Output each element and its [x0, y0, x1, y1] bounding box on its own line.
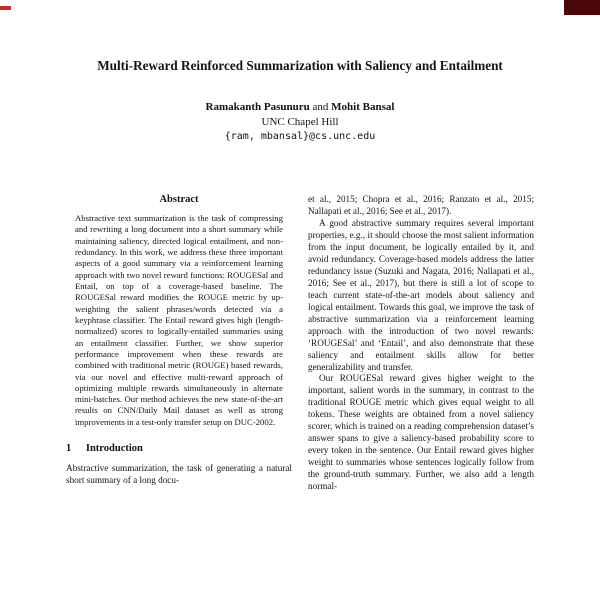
author-1: Ramakanth Pasunuru — [205, 101, 310, 114]
section-1-heading — [66, 443, 292, 454]
paragraph-continuation: et al., 2015; Chopra et al., 2016; Ranzato et al., 2015; Nallapati et al., 2016; See et al., 2017). — [308, 194, 534, 217]
paper-title: Multi-Reward Reinforced Summarization with Saliency and Entailment — [97, 58, 503, 73]
intro-paragraph: Abstractive summarization, the task of generating a natural short summary of a long docu- — [66, 463, 292, 486]
arxiv-banner-fragment-left — [0, 6, 11, 10]
section-number: 1 — [66, 443, 72, 455]
paragraph: A good abstractive summary requires several important properties, e.g., it should choose the most salient information from the input document, be logically entailed by it, and avoid redundancy. Coverage-based models address the latter redundancy issue (Suzuki and Nagata, 2016; Nallapati et al., 2016; See et al., 2017), but there is still a lot of scope to teach current state-of-the-art models about saliency and logical entailment. Towards this goal, we improve the task of abstractive summarization via a reinforcement learning approach with the introduction of two novel rewards: ‘ROUGESal’ and ‘Entail’, and also demonstrate that these saliency and entailment skills allow for better generalizability and transfer. — [308, 218, 534, 372]
paragraph: Our ROUGESal reward gives higher weight to the important, salient words in the summary, in contrast to the traditional ROUGE metric which gives equal weight to all tokens. These weights are obtained from a novel saliency scorer, which is trained on a reading comprehension dataset’s answer spans to give a saliency-based probability score to every token in the sentence. Our Entail reward gives higher weight to summaries whose sentences logically follow from the ground-truth summary. Further, we also add a length normal- — [308, 373, 534, 492]
email-line: {ram, mbansal}@cs.unc.edu — [224, 131, 376, 143]
arxiv-banner-fragment-right — [564, 0, 600, 15]
left-column — [66, 194, 292, 493]
abstract-heading: Abstract — [159, 194, 199, 206]
section-title: Introduction — [85, 443, 143, 455]
affiliation: UNC Chapel Hill — [261, 116, 339, 129]
and-text: and — [312, 101, 329, 114]
right-column — [308, 194, 534, 493]
two-column-body — [0, 194, 600, 493]
abstract-text: Abstractive text summarization is the task of compressing and rewriting a long document into a short summary while maintaining saliency, directed logical entailment, and non-redundancy. In this work, we address these three important aspects of a good summary via a reinforcement learning approach with two novel reward functions: ROUGESal and Entail, on top of a coverage-based baseline. The ROUGESal reward modifies the ROUGE metric by up-weighting the salient phrases/words detected via a keyphrase classifier. The Entail reward gives high (length-normalized) scores to logically-entailed summaries using an entailment classifier. Further, we show superior performance improvement when these rewards are combined with traditional metric (ROUGE) based rewards, via our novel and effective multi-reward approach of optimizing multiple rewards simultaneously in alternate mini-batches. Our method achieves the new state-of-the-art results on CNN/Daily Mail dataset as well as strong improvements in a test-only transfer setup on DUC-2002. — [75, 213, 283, 427]
authors-line — [0, 101, 600, 113]
author-2: Mohit Bansal — [331, 101, 395, 114]
